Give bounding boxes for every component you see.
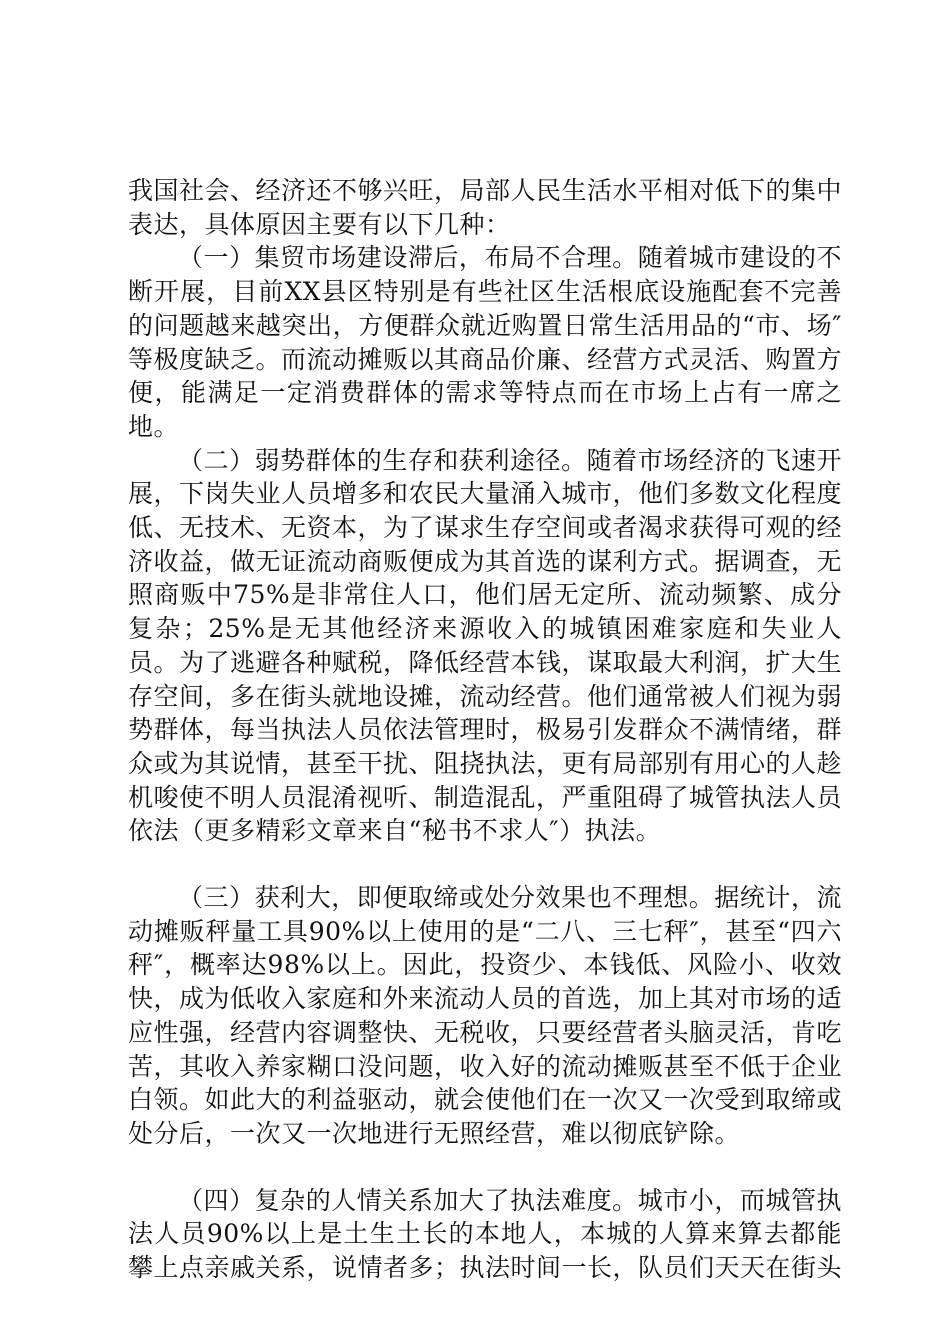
paragraph-reason-1: （一）集贸市场建设滞后，布局不合理。随着城市建设的不断开展，目前XX县区特别是有些社区生活根底设施配套不完善的问题越来越突出，方便群众就近购置日常生活用品的“市、场″等极度缺乏。而流动摊贩以其商品价廉、经营方式灵活、购置方便，能满足一定消费群体的需求等特点而在市场上占有一席之地。 — [128, 243, 843, 441]
paragraph-reason-3: （三）获利大，即便取缔或处分效果也不理想。据统计，流动摊贩秤量工具90%以上使用的是“二八、三七秤″，甚至“四六秤″，概率达98%以上。因此，投资少、本钱低、风险小、收效快，成为低收入家庭和外来流动人员的首选，加上其对市场的适应性强，经营内容调整快、无税收，只要经营者头脑灵活，肯吃苦，其收入养家糊口没问题，收入好的流动摊贩甚至不低于企业白领。如此大的利益驱动，就会使他们在一次又一次受到取缔或处分后，一次又一次地进行无照经营，难以彻底铲除。 — [128, 883, 843, 1148]
paragraph-spacer — [128, 848, 842, 881]
paragraph-spacer — [128, 1151, 842, 1184]
document-body — [128, 174, 842, 1285]
paragraph-reason-4: （四）复杂的人情关系加大了执法难度。城市小，而城管执法人员90%以上是土生土长的本地人，本城的人算来算去都能攀上点亲戚关系，说情者多；执法时间一长，队员们天天在街头 — [128, 1185, 843, 1283]
paragraph-intro: 我国社会、经济还不够兴旺，局部人民生活水平相对低下的集中表达，具体原因主要有以下几种： — [128, 176, 843, 239]
paragraph-reason-2: （二）弱势群体的生存和获利途径。随着市场经济的飞速开展，下岗失业人员增多和农民大量涌入城市，他们多数文化程度低、无技术、无资本，为了谋求生存空间或者渴求获得可观的经济收益，做无证流动商贩便成为其首选的谋利方式。据调查，无照商贩中75%是非常住人口，他们居无定所、流动频繁、成分复杂；25%是无其他经济来源收入的城镇困难家庭和失业人员。为了逃避各种赋税，降低经营本钱，谋取最大利润，扩大生存空间，多在街头就地设摊，流动经营。他们通常被人们视为弱势群体，每当执法人员依法管理时，极易引发群众不满情绪，群众或为其说情，甚至干扰、阻挠执法，更有局部别有用心的人趁机唆使不明人员混淆视听、制造混乱，严重阻碍了城管执法人员依法（更多精彩文章来自“秘书不求人″）执法。 — [128, 445, 843, 846]
